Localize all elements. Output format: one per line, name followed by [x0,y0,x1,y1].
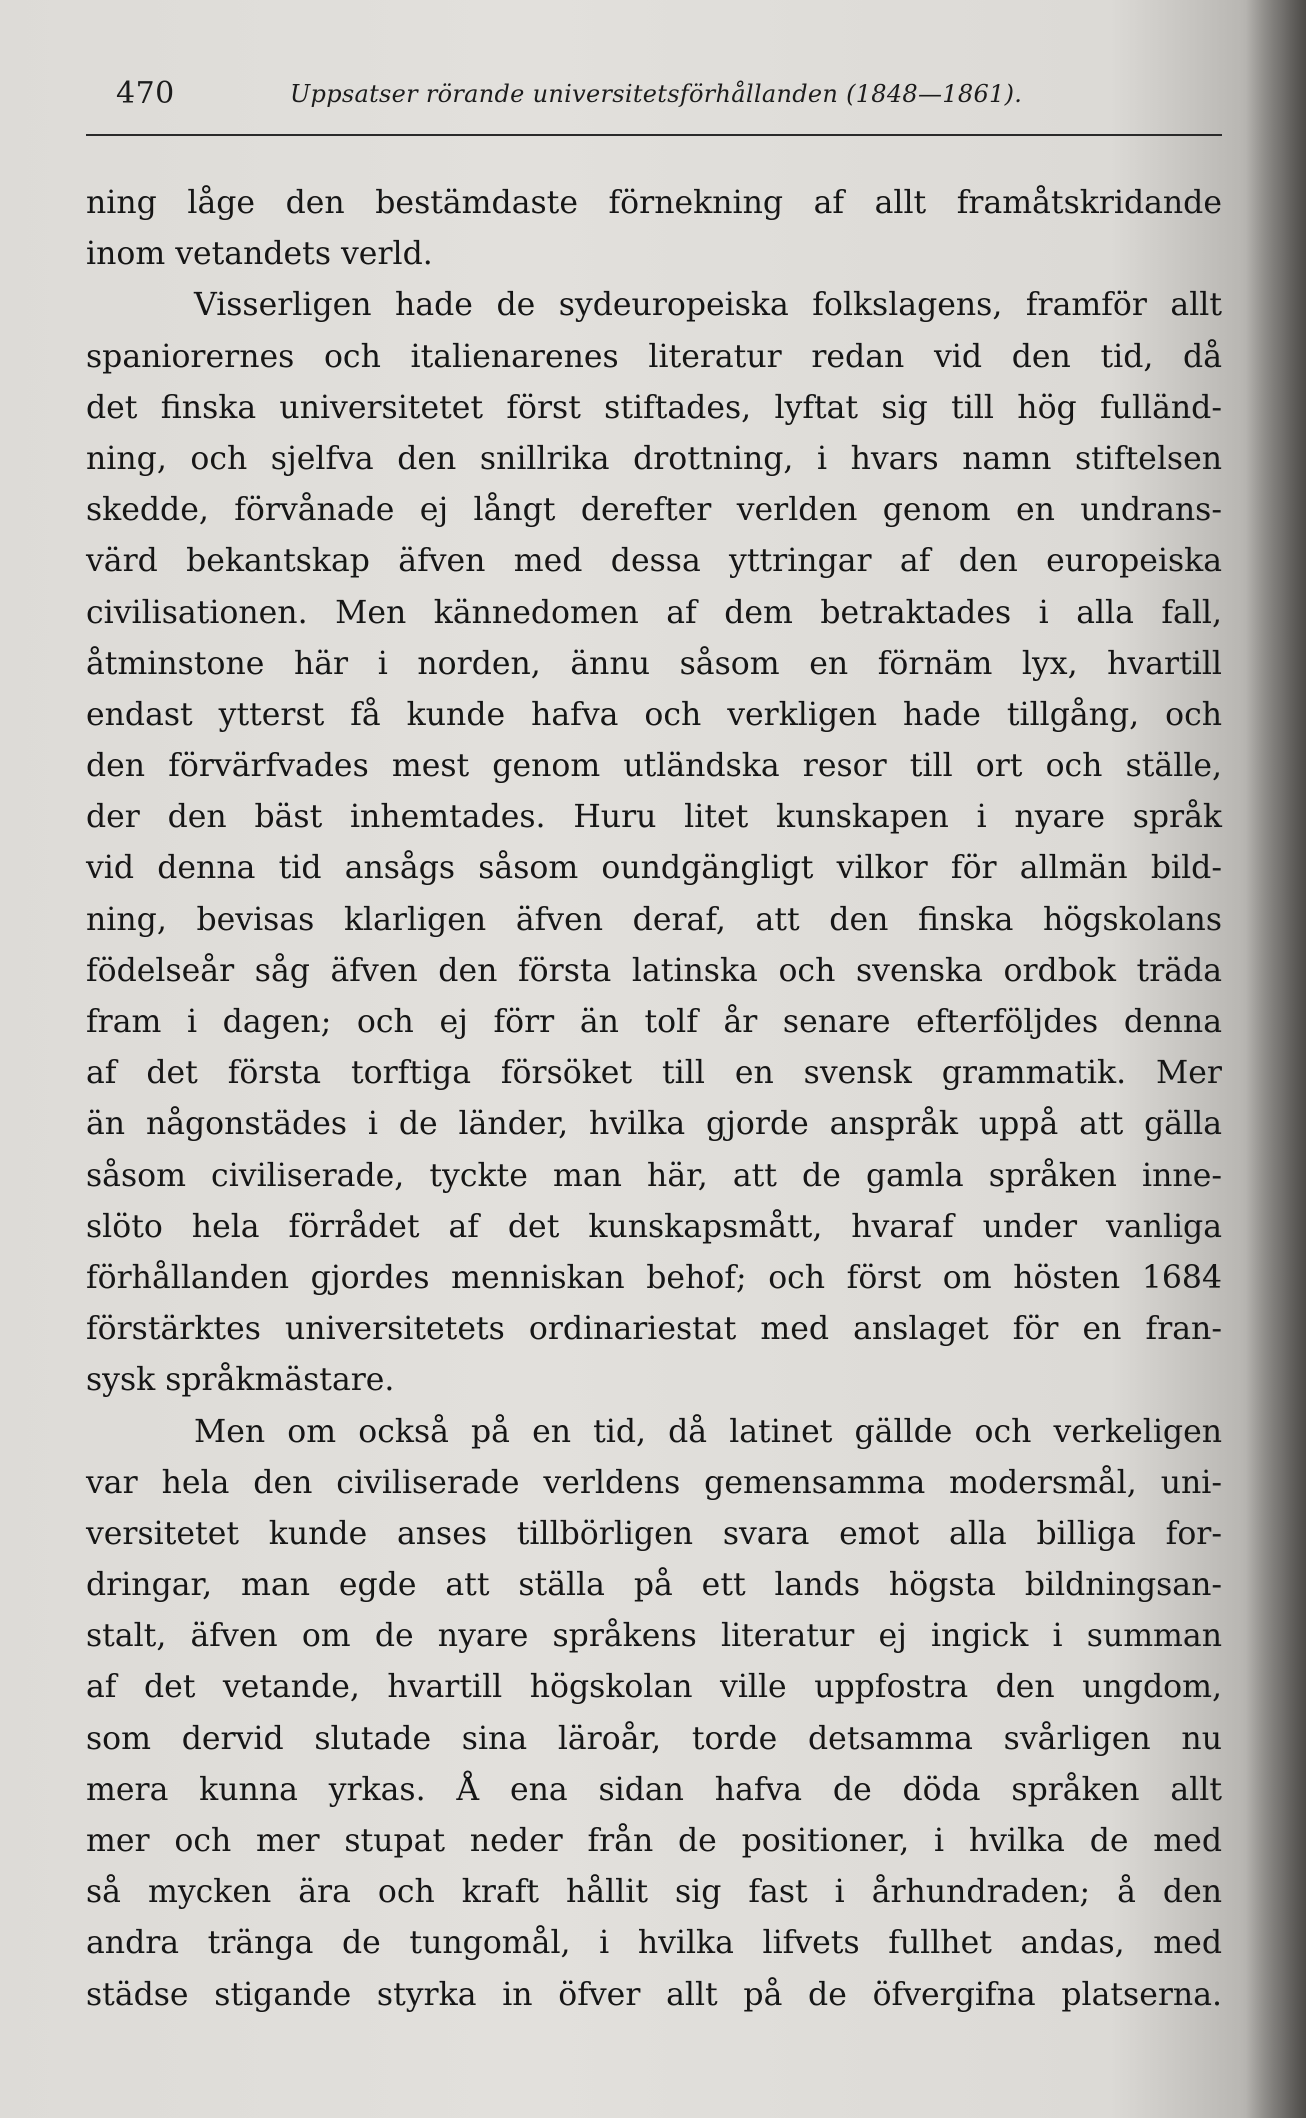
book-spine-shadow [1246,0,1306,2118]
text-line: det finska universitetet först stiftades, lyftat sig till hög fulländ- [86,389,1222,426]
text-line: förstärktes universitetets ordinariestat med anslaget för en fran- [86,1311,1222,1348]
text-line: andra tränga de tungomål, i hvilka lifvets fullhet andas, med [86,1925,1222,1962]
text-line: förhållanden gjordes menniskan behof; och först om hösten 1684 [86,1259,1222,1296]
text-line: stalt, äfven om de nyare språkens literatur ej ingick i summan [86,1618,1222,1655]
paragraph [86,178,1222,280]
text-line: slöto hela förrådet af det kunskapsmått, hvaraf under vanliga [86,1208,1222,1245]
text-line: der den bäst inhemtades. Huru litet kunskapen i nyare språk [86,799,1222,836]
header-rule [86,134,1222,136]
paragraph [86,1407,1222,2021]
text-line: civilisationen. Men kännedomen af dem betraktades i alla fall, [86,594,1222,631]
text-line: åtminstone här i norden, ännu såsom en förnäm lyx, hvartill [86,645,1222,682]
text-line: fram i dagen; och ej förr än tolf år senare efterföljdes denna [86,1004,1222,1040]
text-line: var hela den civiliserade verldens gemensamma modersmål, uni- [86,1464,1222,1501]
text-line: såsom civiliserade, tyckte man här, att de gamla språken inne- [86,1157,1222,1194]
text-line: af det vetande, hvartill högskolan ville uppfostra den ungdom, [86,1669,1222,1706]
text-line: vid denna tid ansågs såsom oundgängligt vilkor för allmän bild- [86,850,1222,887]
text-line: födelseår såg äfven den första latinska och svenska ordbok träda [86,952,1222,989]
text-line: så mycken ära och kraft hållit sig fast i århundraden; å den [86,1874,1222,1911]
text-line: ning, bevisas klarligen äfven deraf, att den finska högskolans [86,901,1222,938]
text-line: spaniorernes och italienarenes literatur redan vid den tid, då [86,338,1222,375]
text-line: inom vetandets verld. [86,236,433,273]
text-line: skedde, förvånade ej långt derefter verlden genom en undrans- [86,492,1222,529]
text-line: endast ytterst få kunde hafva och verkligen hade tillgång, och [86,696,1222,733]
text-line: dringar, man egde att ställa på ett lands högsta bildningsan- [86,1567,1222,1604]
text-line: städse stigande styrka in öfver allt på de öfvergifna platserna. [86,1976,1222,2013]
text-line: än någonstädes i de länder, hvilka gjorde anspråk uppå att gälla [86,1106,1222,1143]
page-number: 470 [116,76,175,111]
paragraph [86,280,1222,1406]
running-head: Uppsatser rörande universitetsförhållanden (1848—1861). [290,80,1023,108]
text-line: sysk språkmästare. [86,1362,395,1399]
text-line: mera kunna yrkas. Å ena sidan hafva de döda språken allt [86,1771,1222,1808]
text-line: af det första torftiga försöket till en svensk grammatik. Mer [86,1055,1222,1092]
text-line: versitetet kunde anses tillbörligen svara emot alla billiga for- [86,1515,1222,1552]
text-line: värd bekantskap äfven med dessa yttringar af den europeiska [86,543,1222,580]
text-line: Visserligen hade de sydeuropeiska folkslagens, framför allt [194,287,1222,324]
body-text [86,178,1222,2021]
text-line: som dervid slutade sina läroår, torde detsamma svårligen nu [86,1720,1222,1757]
text-line: mer och mer stupat neder från de positioner, i hvilka de med [86,1823,1222,1859]
text-line: ning, och sjelfva den snillrika drottning, i hvars namn stiftelsen [86,440,1222,477]
text-line: Men om också på en tid, då latinet gällde och verkeligen [194,1413,1222,1450]
text-line: ning låge den bestämdaste förnekning af allt framåtskridande [86,185,1222,221]
text-line: den förvärfvades mest genom utländska resor till ort och ställe, [86,748,1222,785]
page-header [86,72,1222,122]
